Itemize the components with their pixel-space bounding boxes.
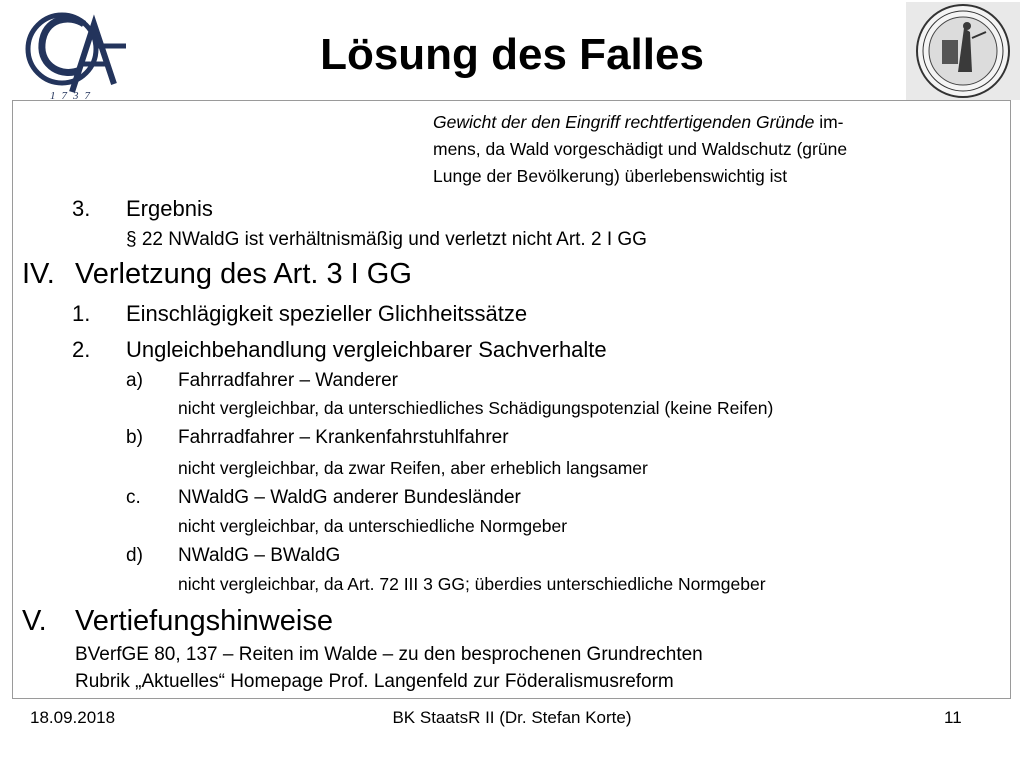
- sub-item-heading-d: NWaldG – BWaldG: [178, 545, 341, 566]
- intro-line-1: [433, 112, 843, 133]
- section-heading-iv: Verletzung des Art. 3 I GG: [75, 258, 412, 290]
- section-number: V.: [22, 605, 47, 637]
- sub-item-heading-b: Fahrradfahrer – Krankenfahrstuhlfahrer: [178, 427, 509, 448]
- svg-text:1737: 1737: [50, 90, 96, 102]
- sub-item-heading-c: NWaldG – WaldG anderer Bundesländer: [178, 487, 521, 508]
- item-number: 3.: [72, 196, 91, 221]
- intro-line-2: mens, da Wald vorgeschädigt und Waldschutz (grüne: [433, 139, 848, 159]
- sub-item-heading-a: Fahrradfahrer – Wanderer: [178, 370, 399, 391]
- sub-item-number: a): [126, 370, 143, 391]
- item-number: 2.: [72, 337, 91, 362]
- sub-item-text-a: nicht vergleichbar, da unterschiedliches Schädigungspotenzial (keine Reifen): [178, 398, 774, 418]
- sub-item-number: c.: [126, 487, 141, 508]
- footer-title: BK StaatsR II (Dr. Stefan Korte): [392, 708, 632, 727]
- sub-item-text-b: nicht vergleichbar, da zwar Reifen, aber erheblich langsamer: [178, 458, 648, 478]
- university-seal-icon: [906, 2, 1020, 100]
- sub-item-number: b): [126, 427, 143, 448]
- section-number: IV.: [22, 258, 55, 290]
- item-heading-ergebnis: Ergebnis: [126, 196, 213, 221]
- reference-line-1: BVerfGE 80, 137 – Reiten im Walde – zu den besprochenen Grundrechten: [75, 644, 703, 665]
- slide-title: Lösung des Falles: [320, 30, 704, 79]
- sub-item-number: d): [126, 545, 143, 566]
- item-number: 1.: [72, 301, 91, 326]
- sub-item-text-c: nicht vergleichbar, da unterschiedliche Normgeber: [178, 516, 568, 536]
- sub-item-text-d: nicht vergleichbar, da Art. 72 III 3 GG; überdies unterschiedliche Normgeber: [178, 574, 766, 594]
- intro-line-3: Lunge der Bevölkerung) überlebenswichtig ist: [433, 166, 788, 186]
- intro-line-1-rest: im-: [814, 112, 844, 132]
- footer-date: 18.09.2018: [30, 708, 116, 727]
- item-heading-iv1: Einschlägigkeit spezieller Glichheitssätze: [126, 301, 528, 326]
- section-heading-v: Vertiefungshinweise: [75, 605, 333, 637]
- reference-line-2: Rubrik „Aktuelles“ Homepage Prof. Langenfeld zur Föderalismusreform: [75, 671, 674, 692]
- item-text-ergebnis: § 22 NWaldG ist verhältnismäßig und verletzt nicht Art. 2 I GG: [126, 229, 647, 250]
- item-heading-iv2: Ungleichbehandlung vergleichbarer Sachverhalte: [126, 337, 607, 362]
- intro-line-1-italic: Gewicht der den Eingriff rechtfertigenden Gründe: [433, 112, 815, 132]
- footer-page-number: 11: [944, 708, 962, 727]
